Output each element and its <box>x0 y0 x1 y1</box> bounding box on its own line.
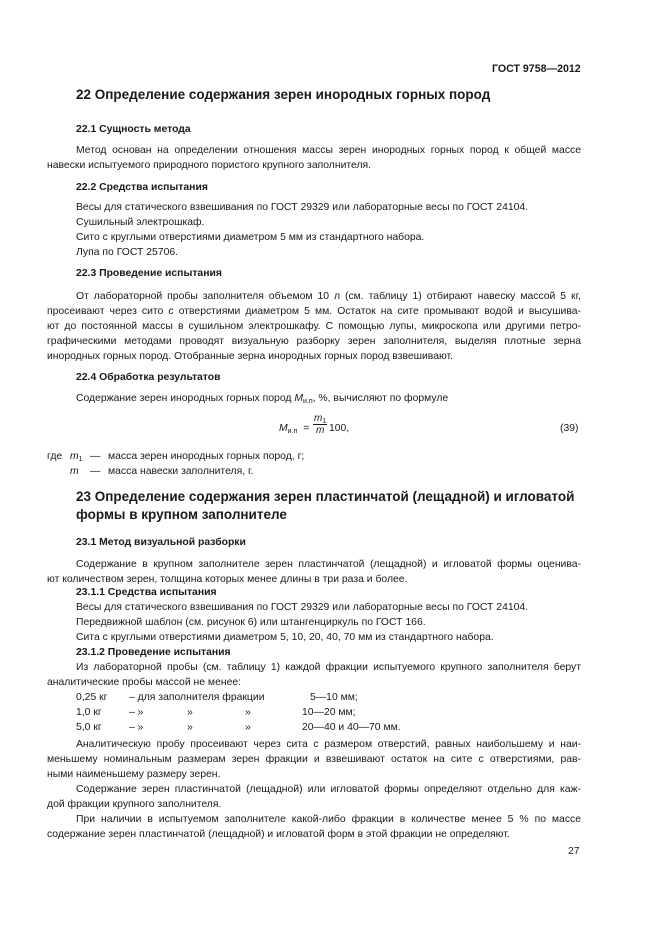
mass-row-2-desc: – » <box>129 707 144 718</box>
section-23-1-2-intro-2: аналитические пробы массой не менее: <box>47 677 242 688</box>
formula-intro-after: , %, вычисляют по формуле <box>312 393 449 404</box>
section-23-title-line-1: 23 Определение содержания зерен пластинчатой (лещадной) и игловатой <box>76 489 575 504</box>
mass-row-2-range: 10—20 мм; <box>302 707 356 718</box>
m1-subscript: 1 <box>78 456 83 463</box>
section-22-2-line-2: Сушильный электрошкаф. <box>76 217 205 228</box>
mass-row-1-desc: – для заполнителя фракции <box>129 692 265 703</box>
where-m1-dash: — <box>90 451 101 462</box>
section-22-3-line-1: От лабораторной пробы заполнителя объемом 10 л (см. таблицу 1) отбирают навеску массой 5 кг, <box>76 291 581 302</box>
section-22-2-line-1: Весы для статического взвешивания по ГОСТ 29329 или лабораторные весы по ГОСТ 24104. <box>76 202 529 213</box>
paragraph-sieving-line-1: Аналитическую пробу просеивают через сита с размером отверстий, равных наибольшему и наи- <box>76 739 581 750</box>
mass-row-2-mass: 1,0 кг <box>76 707 102 718</box>
formula-fraction <box>313 413 327 436</box>
section-23-1-2-intro-1: Из лабораторной пробы (см. таблицу 1) каждой фракции испытуемого крупного заполнителя берут <box>76 662 581 673</box>
mass-row-1-mass: 0,25 кг <box>76 692 108 703</box>
mass-row-1-range: 5—10 мм; <box>310 692 358 703</box>
section-23-1-1-line-1: Весы для статического взвешивания по ГОСТ 29329 или лабораторные весы по ГОСТ 24104. <box>76 602 529 613</box>
formula-intro <box>76 391 448 406</box>
paragraph-fraction-line-2: содержание зерен пластинчатой (лещадной) и игловатой форм в этой фракции не определяют. <box>47 829 510 840</box>
formula-lhs <box>279 421 309 436</box>
page-number: 27 <box>568 846 580 857</box>
where-word: где <box>47 451 63 462</box>
section-22-3-line-5: инородных горных пород. Отобранные зерна инородных горных пород взвешивают. <box>47 351 454 362</box>
where-m-symbol: m <box>70 466 79 477</box>
section-22-1-line-1: Метод основан на определении отношения массы зерен инородных горных пород к общей массе <box>76 145 581 156</box>
section-23-1-title: 23.1 Метод визуальной разборки <box>76 537 246 548</box>
section-22-4-title: 22.4 Обработка результатов <box>76 372 221 383</box>
section-23-1-line-1: Содержание в крупном заполнителе зерен пластинчатой (лещадной) и игловатой формы оценива- <box>76 559 581 570</box>
mass-row-3-ditto-3: » <box>245 722 251 733</box>
mass-row-2-ditto-3: » <box>245 707 251 718</box>
mass-row-3-ditto-2: » <box>187 722 193 733</box>
mass-row-3-desc: – » <box>129 722 144 733</box>
section-22-title: 22 Определение содержания зерен инородных горных пород <box>76 87 491 102</box>
symbol-m-ip: M <box>294 393 303 404</box>
section-22-3-line-2: просеивают через сито с отверстиями диаметром 5 мм. Остаток на сите промывают водой и высушива- <box>47 306 581 317</box>
section-22-1-line-2: навески испытуемого природного пористого крупного заполнителя. <box>47 160 372 171</box>
formula-number: (39) <box>560 423 579 434</box>
numerator-subscript: 1 <box>322 418 327 425</box>
formula-intro-before: Содержание зерен инородных горных пород <box>76 393 295 404</box>
formula-numerator <box>313 413 327 425</box>
section-23-1-1-line-3: Сита с круглыми отверстиями диаметром 5, 10, 20, 40, 70 мм из стандартного набора. <box>76 632 494 643</box>
symbol-m-ip-subscript: и.п <box>302 398 313 405</box>
section-23-title-line-2: формы в крупном заполнителе <box>76 507 287 522</box>
section-22-2-line-3: Сито с круглыми отверстиями диаметром 5 мм из стандартного набора. <box>76 232 425 243</box>
formula-lhs-subscript: и.п <box>287 428 298 435</box>
formula-denominator: m <box>315 425 325 436</box>
paragraph-sieving-line-3: ными наименьшему размеру зерен. <box>47 769 221 780</box>
paragraph-sieving-line-2: меньшему номинальным размерам зерен фракции и взвешивают остаток на сите с отверстиями, рав- <box>47 754 581 765</box>
where-m-dash: — <box>90 466 101 477</box>
mass-row-2-ditto-2: » <box>187 707 193 718</box>
document-code: ГОСТ 9758—2012 <box>492 63 581 75</box>
formula-tail: 100, <box>329 423 350 434</box>
section-23-1-1-title: 23.1.1 Средства испытания <box>76 587 217 598</box>
mass-row-3-range: 20—40 и 40—70 мм. <box>302 722 401 733</box>
section-22-1-title: 22.1 Сущность метода <box>76 124 191 135</box>
numerator-symbol: m <box>314 413 323 424</box>
section-23-1-1-line-2: Передвижной шаблон (см. рисунок 6) или штангенциркуль по ГОСТ 166. <box>76 617 426 628</box>
section-22-3-line-4: графическими методами проводят визуальную разборку зерен заполнителя, выделяя плотные зерна <box>47 336 581 347</box>
formula-lhs-symbol: M <box>279 423 288 434</box>
section-22-2-line-4: Лупа по ГОСТ 25706. <box>76 247 179 258</box>
paragraph-content-line-1: Содержание зерен пластинчатой (лещадной) или игловатой формы определяют отдельно для каж- <box>76 784 581 795</box>
section-22-3-title: 22.3 Проведение испытания <box>76 268 222 279</box>
where-m1-text: масса зерен инородных горных пород, г; <box>108 451 305 462</box>
mass-row-3-mass: 5,0 кг <box>76 722 102 733</box>
paragraph-fraction-line-1: При наличии в испытуемом заполнителе какой-либо фракции в количестве менее 5 % по массе <box>76 814 581 825</box>
where-m1-symbol <box>70 449 83 464</box>
formula-equals: = <box>303 423 310 434</box>
section-23-1-line-2: ют количеством зерен, толщина которых менее длины в три раза и более. <box>47 574 408 585</box>
paragraph-content-line-2: дой фракции крупного заполнителя. <box>47 799 222 810</box>
m1-symbol: m <box>70 451 79 462</box>
section-22-2-title: 22.2 Средства испытания <box>76 182 208 193</box>
section-23-1-2-title: 23.1.2 Проведение испытания <box>76 647 231 658</box>
section-22-3-line-3: ют до постоянной массы в сушильном электрошкафу. С помощью лупы, микроскопа или другими петро- <box>47 321 581 332</box>
where-m-text: масса навески заполнителя, г. <box>108 466 254 477</box>
